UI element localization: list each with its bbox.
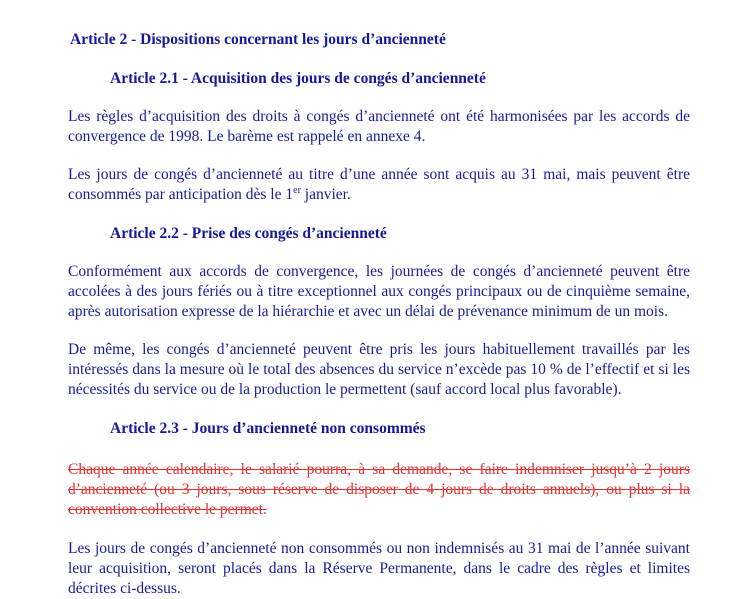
paragraph-working-days: De même, les congés d’ancienneté peuvent être pris les jours habituellement travaillés par les intéressés dans la mesure où le total des absences du service n’excède pas 10 % de l’effectif et si les nécessités du service ou de la production le permettent (sauf accord local plus favorable). (68, 341, 690, 398)
paragraph-acquisition-date-text: Les jours de congés d’ancienneté au titre d’une année sont acquis au 31 mai, mais peuvent être consommés par anticipation dès le 1 (68, 166, 690, 203)
superscript-er: er (293, 185, 301, 196)
paragraph-acquisition-rules: Les règles d’acquisition des droits à congés d’ancienneté ont été harmonisées par les accords de convergence de 1998. Le barème est rappelé en annexe 4. (68, 108, 690, 145)
paragraph-acquisition-date-end: janvier. (300, 186, 351, 203)
section-title-2-3: Article 2.3 - Jours d’ancienneté non consommés (110, 420, 426, 437)
section-title-2-2: Article 2.2 - Prise des congés d’ancienneté (110, 225, 387, 242)
article-title: Article 2 - Dispositions concernant les jours d’ancienneté (70, 31, 446, 48)
section-title-2-1: Article 2.1 - Acquisition des jours de congés d’ancienneté (110, 70, 486, 87)
document-page (68, 30, 690, 599)
paragraph-convergence: Conformément aux accords de convergence, les journées de congés d’ancienneté peuvent être accolées à des jours fériés ou à titre exceptionnel aux congés principaux ou de cinquième semaine, après autorisation expresse de la hiérarchie et avec un délai de prévenance minimum de un mois. (68, 263, 690, 320)
paragraph-acquisition-date (68, 165, 690, 205)
struck-paragraph-compensation: Chaque année calendaire, le salarié pourra, à sa demande, se faire indemniser jusqu’à 2 jours d’ancienneté (ou 3 jours, sous réserve de disposer de 4 jours de droits annuels), ou plus si la convention collective le permet. (68, 461, 690, 518)
paragraph-permanent-reserve: Les jours de congés d’ancienneté non consommés ou non indemnisés au 31 mai de l’année suivant leur acquisition, seront placés dans la Réserve Permanente, dans le cadre des règles et limites décrites ci-dessus. (68, 540, 690, 597)
